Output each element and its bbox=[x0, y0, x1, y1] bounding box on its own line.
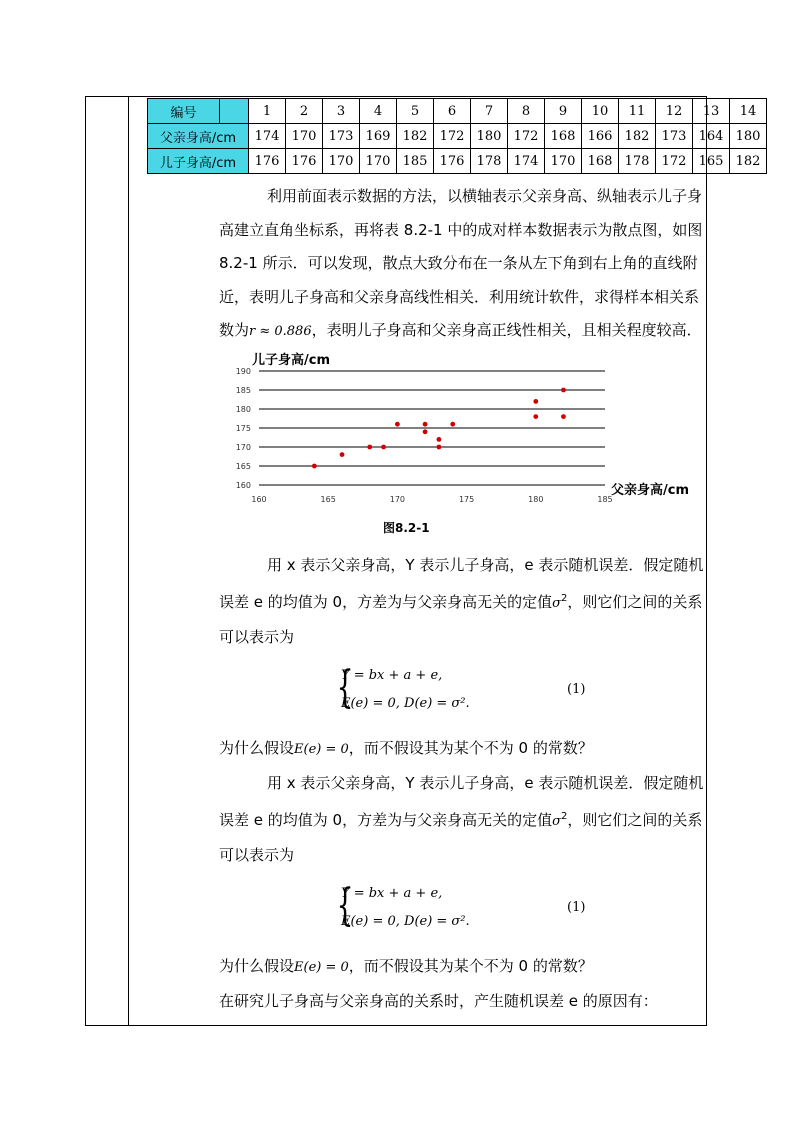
equation-line-2: E(e) = 0, D(e) = σ². bbox=[341, 914, 470, 929]
son-cell: 176 bbox=[286, 149, 323, 174]
y-tick-label: 185 bbox=[235, 385, 251, 395]
data-point bbox=[561, 387, 566, 392]
equation-line-1: Y = bx + a + e, bbox=[341, 668, 443, 683]
id-cell: 10 bbox=[582, 99, 619, 124]
id-cell: 9 bbox=[545, 99, 582, 124]
father-label: 父亲身高/cm bbox=[148, 124, 249, 149]
data-point bbox=[437, 444, 442, 449]
father-cell: 164 bbox=[693, 124, 730, 149]
data-point bbox=[312, 463, 317, 468]
sigma-symbol: σ bbox=[552, 596, 561, 611]
son-cell: 172 bbox=[656, 149, 693, 174]
y-tick-label: 190 bbox=[235, 366, 251, 376]
father-cell: 180 bbox=[471, 124, 508, 149]
sigma-exponent: 2 bbox=[560, 593, 568, 604]
equation-brace: { bbox=[336, 662, 354, 713]
table-row-ids bbox=[148, 99, 767, 124]
scatter-plot-svg bbox=[219, 361, 705, 531]
data-point bbox=[533, 414, 538, 419]
last-line: 在研究儿子身高与父亲身高的关系时，产生随机误差 e 的原因有： bbox=[219, 991, 658, 1010]
scatter-chart bbox=[219, 349, 705, 549]
father-cell: 169 bbox=[360, 124, 397, 149]
question-pre: 为什么假设 bbox=[219, 957, 295, 975]
sigma-exponent: 2 bbox=[560, 811, 568, 822]
equation-block bbox=[219, 660, 705, 726]
data-point bbox=[367, 444, 372, 449]
data-point bbox=[381, 444, 386, 449]
id-cell: 14 bbox=[730, 99, 767, 124]
equation-number: (1) bbox=[567, 682, 586, 697]
father-cell: 172 bbox=[434, 124, 471, 149]
correlation-value: r ≈ 0.886 bbox=[249, 324, 312, 339]
paragraph-model-intro-repeat bbox=[219, 767, 705, 873]
equation-number: (1) bbox=[567, 900, 586, 915]
id-cell: 5 bbox=[397, 99, 434, 124]
son-cell: 178 bbox=[619, 149, 656, 174]
para1-tail: ，表明儿子身高和父亲身高正线性相关，且相关程度较高． bbox=[311, 321, 702, 339]
equation-line-1: Y = bx + a + e, bbox=[341, 886, 443, 901]
main-content bbox=[219, 180, 705, 1018]
id-cell: 1 bbox=[249, 99, 286, 124]
id-cell: 4 bbox=[360, 99, 397, 124]
son-cell: 185 bbox=[397, 149, 434, 174]
data-point bbox=[395, 421, 400, 426]
son-cell: 176 bbox=[249, 149, 286, 174]
question-line-repeat bbox=[219, 950, 705, 985]
data-point bbox=[423, 421, 428, 426]
question-math: E(e) = 0 bbox=[294, 960, 349, 975]
x-axis-title: 父亲身高/cm bbox=[611, 482, 690, 498]
x-tick-label: 165 bbox=[320, 494, 336, 504]
y-tick-label: 170 bbox=[235, 442, 251, 452]
son-cell: 170 bbox=[360, 149, 397, 174]
question-pre: 为什么假设 bbox=[219, 739, 295, 757]
father-cell: 166 bbox=[582, 124, 619, 149]
father-cell: 173 bbox=[323, 124, 360, 149]
equation-block-repeat bbox=[219, 878, 705, 944]
model-intro-tail: ，则它们之间的关系可以表示为 bbox=[219, 593, 703, 646]
table-row-father bbox=[148, 124, 767, 149]
header-blank bbox=[220, 99, 249, 124]
data-point bbox=[423, 429, 428, 434]
paragraph-model-intro bbox=[219, 549, 705, 655]
id-cell: 8 bbox=[508, 99, 545, 124]
id-cell: 2 bbox=[286, 99, 323, 124]
question-post: ，而不假设其为某个不为 0 的常数？ bbox=[348, 739, 593, 757]
para1-text: 利用前面表示数据的方法，以横轴表示父亲身高、纵轴表示儿子身高建立直角坐标系，再将表 8.2-1 中的成对样本数据表示为散点图，如图 8.2-1 所示．可以发现，散点大致分布在一条从左下角到右上角的直线附近，表明儿子身高和父亲身高线性相关．利用统计软件，求得样本相关系数为 bbox=[219, 187, 703, 339]
son-cell: 174 bbox=[508, 149, 545, 174]
question-post: ，而不假设其为某个不为 0 的常数？ bbox=[348, 957, 593, 975]
data-point bbox=[340, 452, 345, 457]
father-cell: 182 bbox=[397, 124, 434, 149]
id-cell: 7 bbox=[471, 99, 508, 124]
y-tick-label: 160 bbox=[235, 480, 251, 490]
y-tick-label: 180 bbox=[235, 404, 251, 414]
model-intro-tail: ，则它们之间的关系可以表示为 bbox=[219, 811, 703, 864]
header-label: 编号 bbox=[148, 99, 220, 124]
id-cell: 13 bbox=[693, 99, 730, 124]
x-tick-label: 185 bbox=[597, 494, 613, 504]
son-cell: 165 bbox=[693, 149, 730, 174]
y-tick-label: 165 bbox=[235, 461, 251, 471]
equation-brace: { bbox=[336, 880, 354, 931]
model-intro: 用 x 表示父亲身高，Y 表示儿子身高，e 表示随机误差．假定随机误差 e 的均值为 0，方差为与父亲身高无关的定值 bbox=[219, 555, 704, 611]
y-tick-label: 175 bbox=[235, 423, 251, 433]
question-line bbox=[219, 732, 705, 767]
x-tick-label: 175 bbox=[458, 494, 475, 504]
x-tick-label: 170 bbox=[389, 494, 406, 504]
id-cell: 6 bbox=[434, 99, 471, 124]
sigma-symbol: σ bbox=[552, 814, 561, 829]
x-tick-label: 160 bbox=[251, 494, 267, 504]
id-cell: 11 bbox=[619, 99, 656, 124]
id-cell: 12 bbox=[656, 99, 693, 124]
left-column-divider bbox=[128, 96, 129, 1026]
data-point bbox=[437, 437, 442, 442]
data-point bbox=[450, 421, 455, 426]
son-cell: 176 bbox=[434, 149, 471, 174]
son-cell: 170 bbox=[545, 149, 582, 174]
height-data-table bbox=[147, 98, 767, 174]
x-tick-label: 180 bbox=[528, 494, 544, 504]
son-cell: 170 bbox=[323, 149, 360, 174]
father-cell: 172 bbox=[508, 124, 545, 149]
father-cell: 168 bbox=[545, 124, 582, 149]
table-row-son bbox=[148, 149, 767, 174]
data-point bbox=[533, 399, 538, 404]
son-cell: 182 bbox=[730, 149, 767, 174]
son-label: 儿子身高/cm bbox=[148, 149, 249, 174]
father-cell: 182 bbox=[619, 124, 656, 149]
paragraph-scatter-description bbox=[219, 180, 705, 349]
son-cell: 178 bbox=[471, 149, 508, 174]
question-math: E(e) = 0 bbox=[294, 742, 349, 757]
id-cell: 3 bbox=[323, 99, 360, 124]
father-cell: 180 bbox=[730, 124, 767, 149]
figure-caption: 图8.2-1 bbox=[383, 520, 430, 535]
model-intro: 用 x 表示父亲身高，Y 表示儿子身高，e 表示随机误差．假定随机误差 e 的均值为 0，方差为与父亲身高无关的定值 bbox=[219, 773, 704, 829]
father-cell: 170 bbox=[286, 124, 323, 149]
father-cell: 174 bbox=[249, 124, 286, 149]
father-cell: 173 bbox=[656, 124, 693, 149]
equation-line-2: E(e) = 0, D(e) = σ². bbox=[341, 696, 470, 711]
son-cell: 168 bbox=[582, 149, 619, 174]
data-point bbox=[561, 414, 566, 419]
y-axis-title: 儿子身高/cm bbox=[252, 352, 331, 368]
